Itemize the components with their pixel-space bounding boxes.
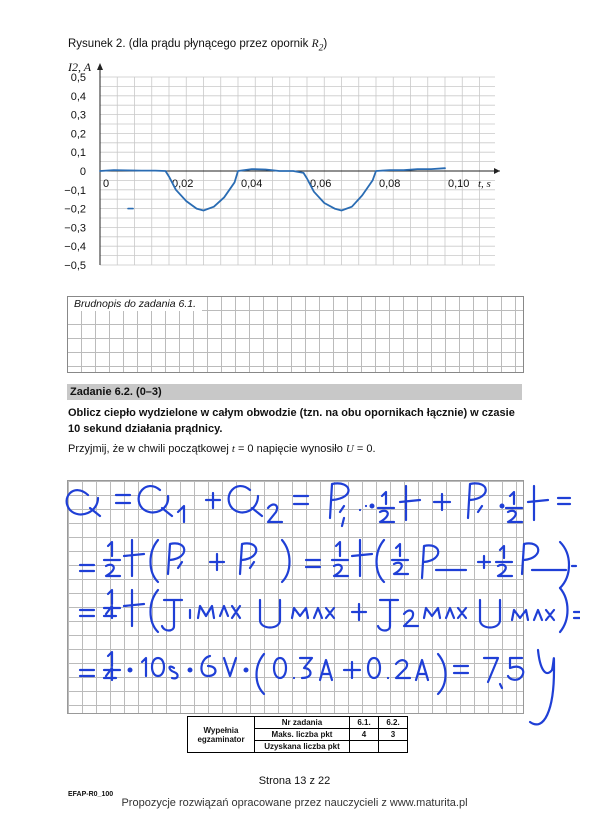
y-tick-label: 0,1 <box>70 147 86 160</box>
x-tick-label: 0,06 <box>310 178 332 190</box>
exam-code: EFAP-R0_100 <box>68 791 114 798</box>
task-col-1: 6.1. <box>350 717 379 729</box>
page-number: Strona 13 z 22 <box>258 775 331 787</box>
y-tick-label: 0,4 <box>70 90 86 103</box>
x-axis-arrow <box>494 168 500 174</box>
task-col-2: 6.2. <box>379 717 408 729</box>
footer-note: Propozycje rozwiązań opracowane przez nauczycieli z www.maturita.pl <box>121 797 468 809</box>
y-tick-label: 0,5 <box>70 72 86 84</box>
max-points-1: 4 <box>350 729 379 741</box>
y-tick-label: −0,3 <box>64 222 86 235</box>
max-points-2: 3 <box>379 729 408 741</box>
y-tick-label: 0,3 <box>70 109 86 122</box>
y-tick-label: 0 <box>79 166 86 178</box>
figure-caption: Rysunek 2. (dla prądu płynącego przez opornik $R_2$) <box>68 38 328 54</box>
task-line-2: 10 sekund działania prądnicy. <box>68 423 223 435</box>
task-hint: Przyjmij, że w chwili początkowej t = 0 napięcie wynosiło U = 0. <box>68 443 376 455</box>
y-tick-label: 0,2 <box>70 128 86 141</box>
earned-points-2[interactable] <box>379 741 408 753</box>
x-tick-label: 0 <box>103 178 110 190</box>
task-line-1: Oblicz ciepło wydzielone w całym obwodzie (tzn. na obu opornikach łącznie) w czasie <box>68 407 515 419</box>
task-header: Zadanie 6.2. (0–3) <box>67 384 522 400</box>
score-table <box>187 716 408 753</box>
earned-points-label: Uzyskana liczba pkt <box>255 741 350 753</box>
x-tick-label: 0,02 <box>172 178 194 190</box>
current-chart <box>60 55 520 275</box>
y-tick-label: −0,5 <box>64 260 86 272</box>
examiner-label: Wypełnia egzaminator <box>188 717 255 753</box>
x-tick-label: 0,04 <box>241 178 263 190</box>
y-tick-label: −0,2 <box>64 203 86 216</box>
draft-box <box>67 296 524 373</box>
earned-points-1[interactable] <box>350 741 379 753</box>
draft-label: Brudnopis do zadania 6.1. <box>68 297 202 311</box>
x-tick-label: 0,08 <box>379 178 401 190</box>
y-axis-arrow <box>97 63 103 70</box>
y-axis-label: I2, A <box>68 60 92 74</box>
task-text <box>68 405 523 437</box>
x-tick-label: 0,10 <box>448 178 470 190</box>
handwritten-solution <box>60 470 580 750</box>
y-tick-label: −0,4 <box>64 241 86 254</box>
x-axis-label: t, s <box>478 178 491 190</box>
y-tick-label: −0,1 <box>64 184 86 197</box>
max-points-label: Maks. liczba pkt <box>255 729 350 741</box>
task-number-label: Nr zadania <box>255 717 350 729</box>
